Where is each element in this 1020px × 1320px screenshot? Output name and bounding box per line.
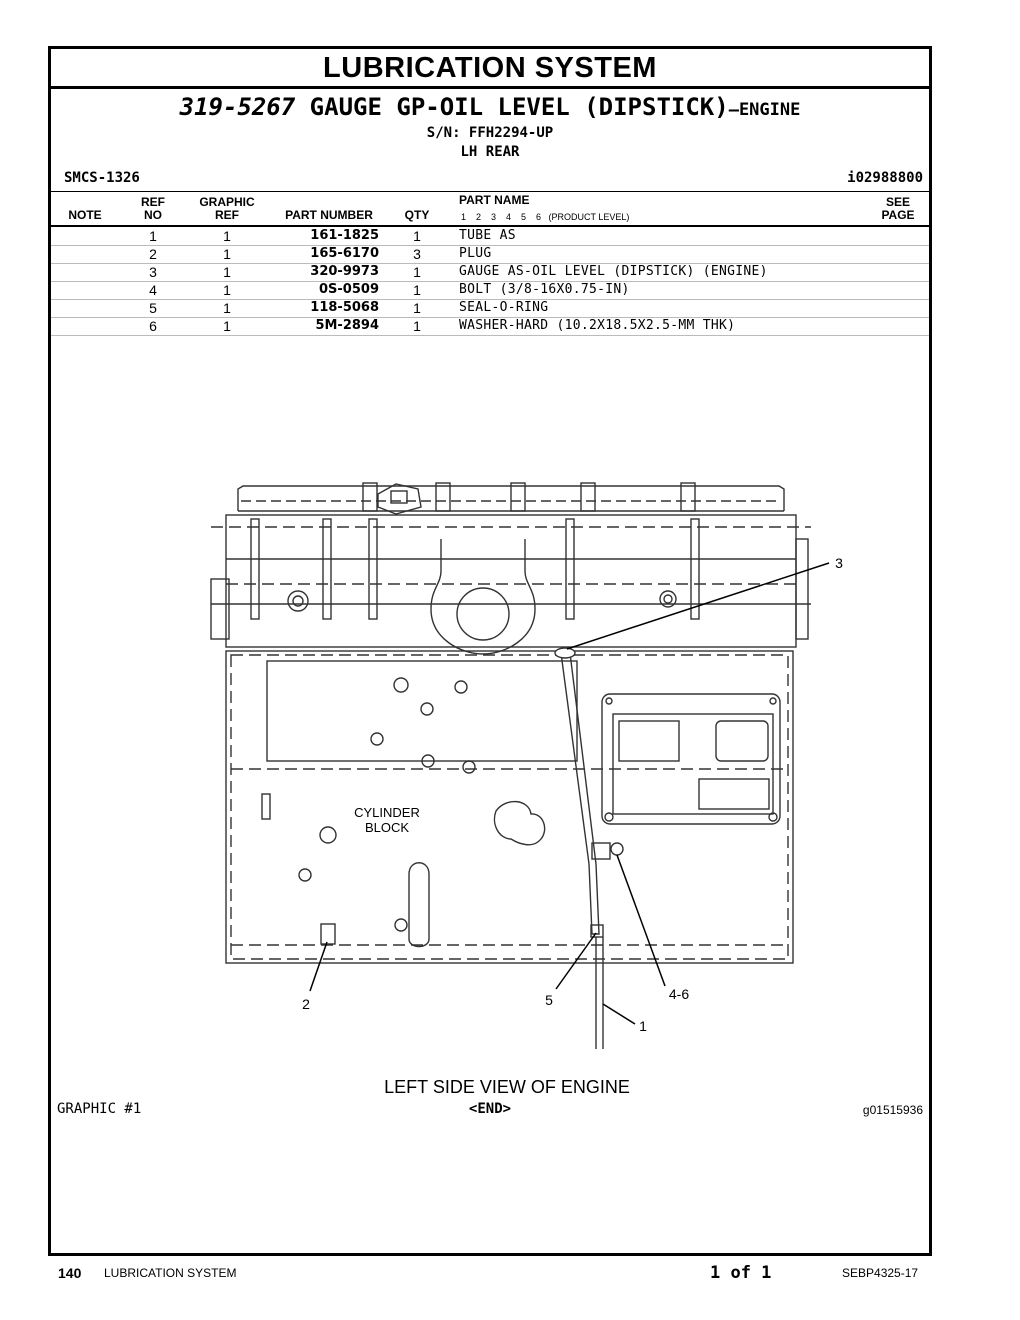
- callout-4-6: 4-6: [668, 986, 690, 1002]
- col-see-bottom: PAGE: [881, 208, 915, 222]
- part-name: TUBE AS: [459, 228, 516, 243]
- ref-no: 2: [149, 246, 157, 262]
- ref-no: 3: [149, 264, 157, 280]
- col-see-top: SEE: [885, 195, 910, 209]
- graphic-ref: 1: [223, 246, 231, 262]
- col-part-number: PART NUMBER: [285, 208, 373, 222]
- footer-section: LUBRICATION SYSTEM: [104, 1266, 237, 1280]
- graphic-ref: 1: [223, 228, 231, 244]
- part-name-title: GAUGE GP-OIL LEVEL (DIPSTICK): [309, 93, 729, 121]
- serial-range: S/N: FFH2294-UP: [426, 125, 554, 141]
- col-product-levels: 1 2 3 4 5 6 (PRODUCT LEVEL): [461, 212, 630, 222]
- end-label: <END>: [468, 1101, 512, 1117]
- part-suffix: —ENGINE: [728, 100, 801, 120]
- graphic-ref: 1: [223, 282, 231, 298]
- qty: 3: [413, 246, 421, 262]
- callout-5: 5: [545, 992, 553, 1008]
- callout-2: 2: [302, 996, 310, 1012]
- part-number: 0S-0509: [319, 282, 379, 297]
- part-name: PLUG: [459, 246, 492, 261]
- col-note: NOTE: [68, 208, 102, 222]
- col-ref-top: REF: [141, 195, 165, 209]
- graphic-ref: 1: [223, 318, 231, 334]
- part-number: 118-5068: [310, 300, 379, 315]
- graphic-ref: 1: [223, 264, 231, 280]
- page-frame: [48, 46, 932, 1256]
- footer-page-number: 140: [58, 1265, 82, 1281]
- qty: 1: [413, 228, 421, 244]
- part-number: 165-6170: [310, 246, 379, 261]
- col-graphic-top: GRAPHIC: [199, 195, 255, 209]
- footer-doc-id: SEBP4325-17: [842, 1266, 919, 1280]
- part-name: WASHER-HARD (10.2X18.5X2.5-MM THK): [459, 318, 736, 333]
- ref-no: 4: [149, 282, 157, 298]
- part-number: 161-1825: [310, 228, 379, 243]
- qty: 1: [413, 300, 421, 316]
- part-location: LH REAR: [460, 144, 520, 160]
- callout-3: 3: [835, 555, 843, 571]
- qty: 1: [413, 282, 421, 298]
- footer-page-of: 1 of 1: [710, 1263, 772, 1283]
- smcs-code: SMCS-1326: [64, 170, 140, 186]
- ref-no: 1: [149, 228, 157, 244]
- engine-drawing: [51, 49, 929, 1253]
- ref-no: 6: [149, 318, 157, 334]
- part-number: 5M-2894: [315, 318, 379, 333]
- ref-no: 5: [149, 300, 157, 316]
- label-cylinder-2: BLOCK: [364, 820, 410, 835]
- graphic-ref: 1: [223, 300, 231, 316]
- label-cylinder-1: CYLINDER: [354, 805, 420, 820]
- part-name: GAUGE AS-OIL LEVEL (DIPSTICK) (ENGINE): [459, 264, 768, 279]
- part-name: BOLT (3/8-16X0.75-IN): [459, 282, 630, 297]
- col-part-name: PART NAME: [459, 193, 530, 207]
- info-id: i02988800: [847, 170, 923, 186]
- part-name: SEAL-O-RING: [459, 300, 549, 315]
- section-title: LUBRICATION SYSTEM: [51, 49, 929, 89]
- col-qty: QTY: [404, 208, 430, 222]
- qty: 1: [413, 318, 421, 334]
- part-number: 320-9973: [310, 264, 379, 279]
- graphic-label: GRAPHIC #1: [57, 1101, 142, 1117]
- graphic-id: g01515936: [862, 1103, 923, 1117]
- col-graphic-bottom: REF: [215, 208, 239, 222]
- col-ref-bottom: NO: [144, 208, 162, 222]
- qty: 1: [413, 264, 421, 280]
- callout-1: 1: [639, 1018, 647, 1034]
- drawing-caption: LEFT SIDE VIEW OF ENGINE: [384, 1077, 630, 1097]
- part-number-title: 319-5267: [179, 93, 296, 121]
